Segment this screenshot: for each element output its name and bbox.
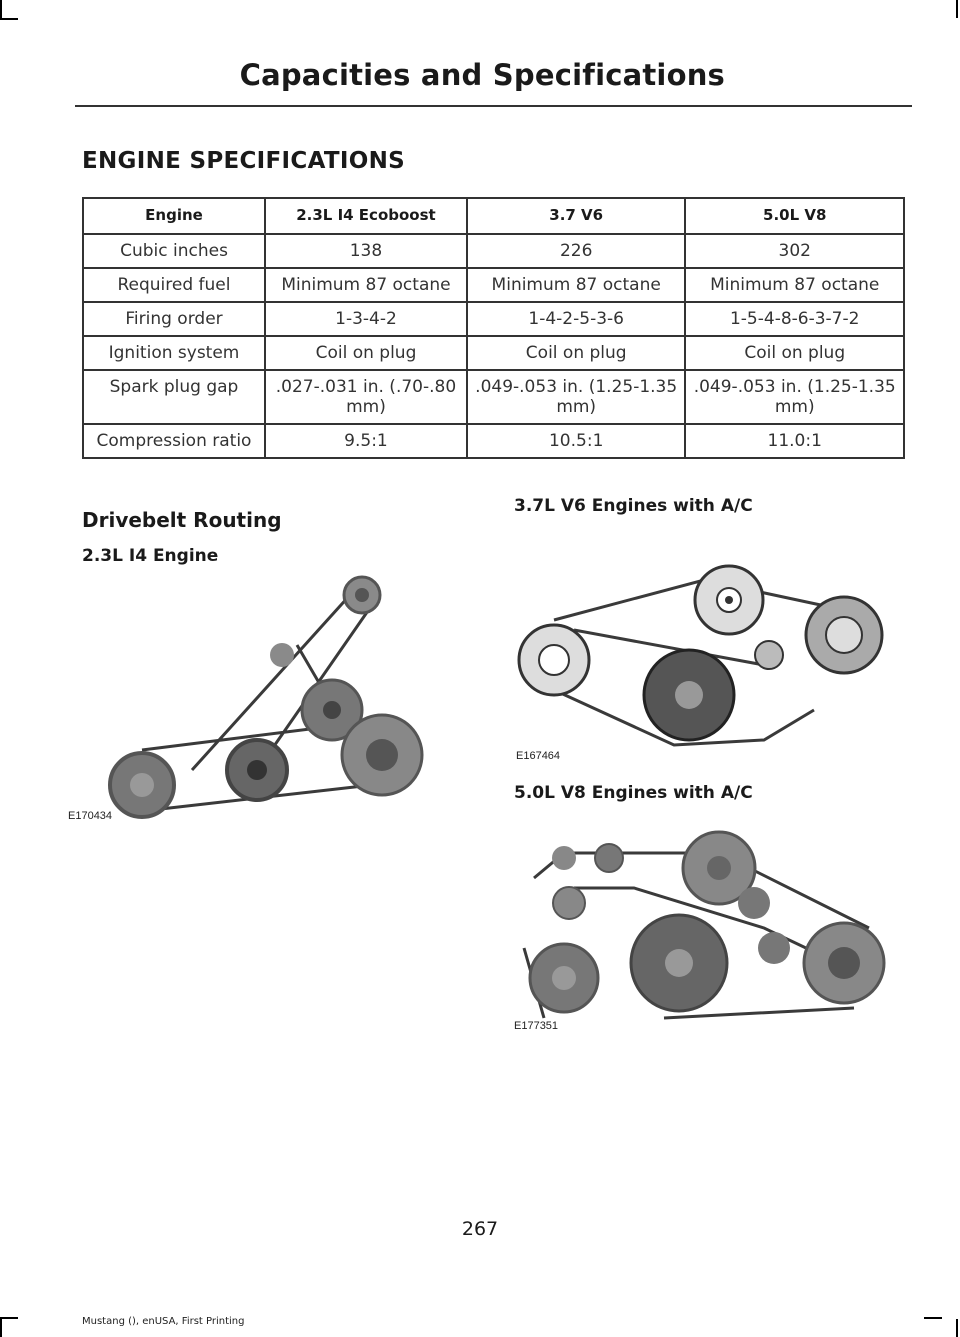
- table-cell: Minimum 87 octane: [265, 268, 467, 302]
- table-cell: 1-4-2-5-3-6: [467, 302, 686, 336]
- crop-mark: [0, 0, 2, 18]
- table-row: [83, 424, 904, 458]
- table-cell: Minimum 87 octane: [685, 268, 904, 302]
- column-header: 5.0L V8: [685, 198, 904, 234]
- header-divider: [75, 105, 912, 107]
- table-cell: 1-3-4-2: [265, 302, 467, 336]
- table-cell: Coil on plug: [467, 336, 686, 370]
- i4-engine-heading: 2.3L I4 Engine: [82, 546, 219, 566]
- footer-text: Mustang (), enUSA, First Printing: [82, 1316, 245, 1327]
- column-header: Engine: [83, 198, 265, 234]
- table-row: [83, 302, 904, 336]
- table-cell: Coil on plug: [685, 336, 904, 370]
- table-cell: Coil on plug: [265, 336, 467, 370]
- table-cell: Required fuel: [83, 268, 265, 302]
- v8-drivebelt-diagram: [514, 828, 894, 1032]
- i4-belt-illustration: [82, 570, 427, 825]
- engine-spec-table: [82, 197, 905, 459]
- table-cell: Spark plug gap: [83, 370, 265, 424]
- crop-mark: [0, 1317, 18, 1319]
- table-cell: .027-.031 in. (.70-.80 mm): [265, 370, 467, 424]
- table-row: [83, 336, 904, 370]
- table-cell: 9.5:1: [265, 424, 467, 458]
- figure-code: E167464: [516, 750, 561, 762]
- table-cell: Minimum 87 octane: [467, 268, 686, 302]
- crop-mark: [956, 0, 958, 18]
- v6-drivebelt-diagram: [514, 560, 894, 760]
- table-cell: .049-.053 in. (1.25-1.35 mm): [467, 370, 686, 424]
- drivebelt-heading: Drivebelt Routing: [82, 508, 282, 532]
- v6-engine-heading: 3.7L V6 Engines with A/C: [514, 496, 753, 516]
- v6-belt-illustration: [514, 560, 894, 760]
- table-header-row: [83, 198, 904, 234]
- crop-mark: [0, 18, 18, 20]
- table-cell: 11.0:1: [685, 424, 904, 458]
- page-header-title: Capacities and Specifications: [239, 58, 725, 92]
- v8-engine-heading: 5.0L V8 Engines with A/C: [514, 783, 753, 803]
- table-cell: .049-.053 in. (1.25-1.35 mm): [685, 370, 904, 424]
- crop-mark: [924, 1317, 942, 1319]
- table-row: [83, 370, 904, 424]
- section-title: ENGINE SPECIFICATIONS: [82, 148, 406, 174]
- table-row: [83, 234, 904, 268]
- table-cell: Compression ratio: [83, 424, 265, 458]
- table-row: [83, 268, 904, 302]
- crop-mark: [0, 1319, 2, 1337]
- figure-code: E170434: [68, 810, 113, 822]
- table-cell: 226: [467, 234, 686, 268]
- table-cell: 138: [265, 234, 467, 268]
- column-header: 3.7 V6: [467, 198, 686, 234]
- column-header: 2.3L I4 Ecoboost: [265, 198, 467, 234]
- table-cell: Ignition system: [83, 336, 265, 370]
- figure-code: E177351: [514, 1020, 559, 1032]
- crop-mark: [956, 1319, 958, 1337]
- table-cell: Firing order: [83, 302, 265, 336]
- table-cell: 10.5:1: [467, 424, 686, 458]
- table-cell: 302: [685, 234, 904, 268]
- page-number: 267: [461, 1218, 499, 1240]
- i4-drivebelt-diagram: [68, 570, 427, 825]
- v8-belt-illustration: [514, 828, 894, 1028]
- table-cell: Cubic inches: [83, 234, 265, 268]
- table-cell: 1-5-4-8-6-3-7-2: [685, 302, 904, 336]
